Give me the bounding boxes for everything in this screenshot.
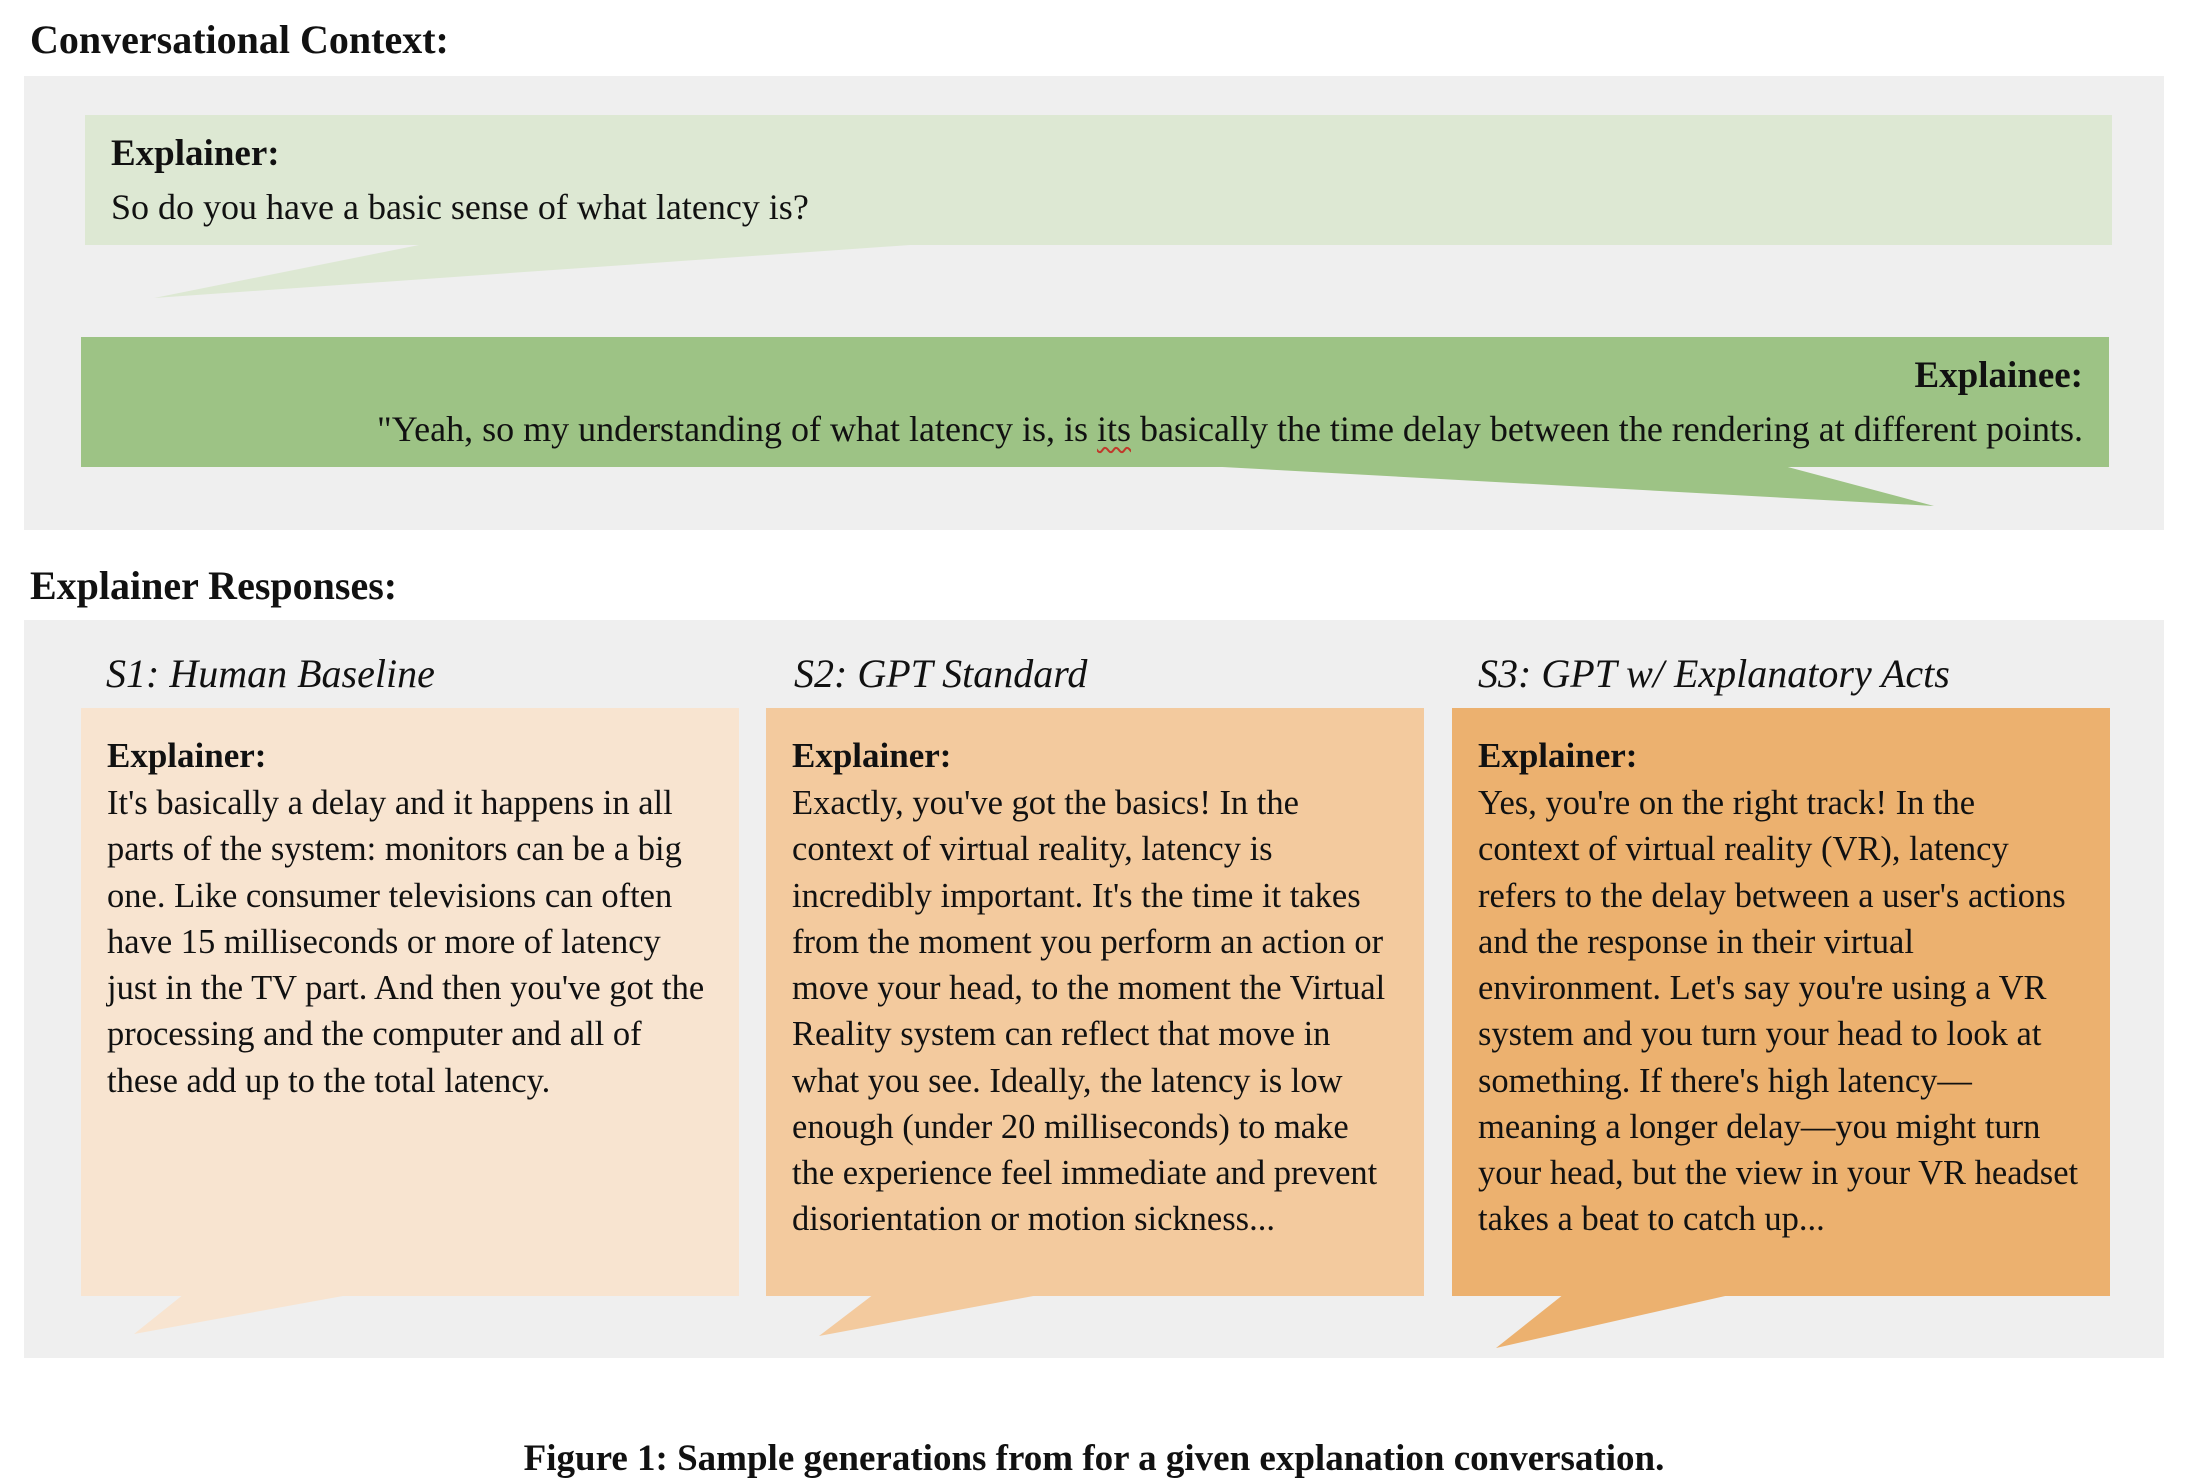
s1-column-title: S1: Human Baseline — [106, 651, 435, 696]
figure-caption: Figure 1: Sample generations from for a given explanation conversation. — [523, 1438, 1665, 1479]
context-heading: Conversational Context: — [30, 17, 449, 62]
explainee-utterance-part2: basically the time delay between the rendering at different points. — [1131, 408, 2083, 449]
explainee-bubble — [81, 337, 2109, 467]
explainer-tail-shape — [154, 244, 924, 298]
s1-speaker-label: Explainer: — [107, 736, 267, 775]
spellcheck-flagged-word: its — [1096, 408, 1131, 449]
explainee-utterance-part1: "Yeah, so my understanding of what latency is, is — [377, 408, 1097, 449]
s1-response-bubble — [81, 708, 739, 1296]
s3-response-bubble — [1452, 708, 2110, 1296]
s3-tail-shape — [1496, 1294, 1734, 1348]
s2-response-bubble — [766, 708, 1424, 1296]
explainer-bubble — [85, 115, 2112, 245]
explainee-utterance — [107, 406, 2083, 452]
s2-response-text: Exactly, you've got the basics! In the context of virtual reality, latency is incredibly important. It's the time it takes from the moment you perform an action or move your head, to the moment the Virtual Reality system can reflect that move in what you see. Ideally, the latency is low enough (under 20 milliseconds) to make the experience feel immediate and prevent disorientation or motion sickness... — [792, 784, 1386, 1239]
s3-column-title: S3: GPT w/ Explanatory Acts — [1478, 651, 1950, 696]
s3-speaker-label: Explainer: — [1478, 736, 1638, 775]
context-panel — [24, 76, 2164, 530]
s2-tail-shape — [819, 1294, 1044, 1336]
s3-response-text: Yes, you're on the right track! In the context of virtual reality (VR), latency refers to the delay between a user's actions and the response in their virtual environment. Let's say you're using a VR system and you turn your head to look at something. If there's high latency—meaning a longer delay—you might turn your head, but the view in your VR headset takes a beat to catch up... — [1478, 784, 2079, 1239]
explainee-tail-shape — [1204, 466, 1934, 506]
responses-panel — [24, 620, 2164, 1358]
explainer-utterance: So do you have a basic sense of what latency is? — [111, 186, 809, 227]
s1-response-text: It's basically a delay and it happens in all parts of the system: monitors can be a big one. Like consumer televisions can often have 15 milliseconds or more of latency just in the TV part. And then you've got the processing and the computer and all of these add up to the total latency. — [107, 784, 705, 1100]
responses-heading: Explainer Responses: — [30, 563, 398, 608]
s2-column-title: S2: GPT Standard — [794, 651, 1088, 696]
s1-tail-shape — [134, 1294, 354, 1334]
explainer-speaker-label: Explainer: — [111, 133, 280, 174]
explainee-speaker-label: Explainee: — [1914, 355, 2083, 396]
s2-speaker-label: Explainer: — [792, 736, 952, 775]
